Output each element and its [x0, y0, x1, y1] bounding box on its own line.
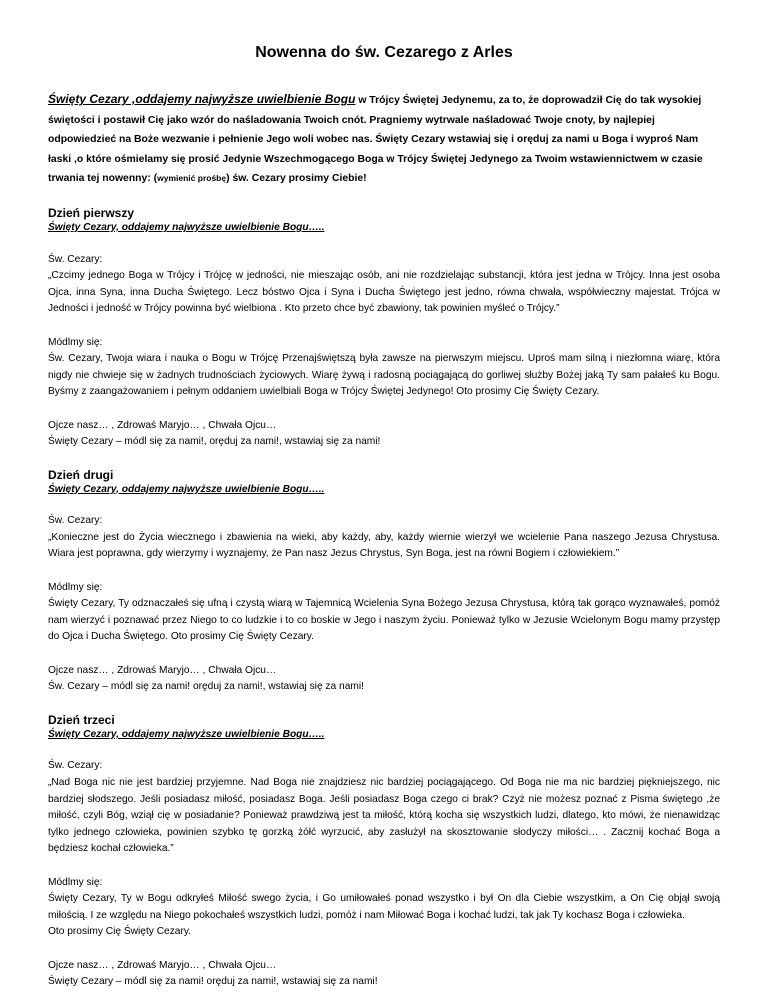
day-section-2 [48, 468, 720, 696]
intro-text: w Trójcy Świętej Jedynemu, za to, że doprowadził Cię do tak wysokiej świętości i postawił Cię jako wzór do naśladowania Twoich cnót. Pragniemy wytrwale naśladować Twoje cnoty, by najlepiej odpowiedzieć na Boże wezwanie i pełnienie Jego woli wobec nas. Święty Cezary wstawiaj się i oręduj za nami u Boga i wyproś Nam łaski ,o które ośmielamy się prosić Jedynie Wszechmogącego Boga w Trójcy Świętej Jedynego za Twoim wstawiennictwem w czasie trwania tej nowenny: ( [48, 95, 703, 185]
intro-closing: ) św. Cezary prosimy Ciebie! [226, 173, 367, 185]
day-heading: Dzień trzeci [48, 712, 115, 727]
closing-prayers: Ojcze nasz… , Zdrowaś Maryjo… , Chwała Ojcu… [48, 664, 277, 676]
intro-paragraph [48, 90, 720, 189]
closing-prayers: Ojcze nasz… , Zdrowaś Maryjo… , Chwała Ojcu… [48, 959, 277, 971]
speaker-label: Św. Cezary: [48, 253, 103, 265]
day-subheading: Święty Cezary, oddajemy najwyższe uwielbienie Bogu….. [48, 728, 325, 740]
intro-lead: Święty Cezary ,oddajemy najwyższe uwielbienie Bogu [48, 92, 356, 106]
invocation: Święty Cezary – módl się za nami! oręduj za nami!, wstawiaj się za nami! [48, 976, 378, 988]
day-subheading: Święty Cezary, oddajemy najwyższe uwielbienie Bogu….. [48, 483, 325, 495]
intro-note: wymienić prośbę [157, 173, 227, 184]
invocation: Św. Cezary – módl się za nami! oręduj za nami!, wstawiaj się za nami! [48, 681, 364, 693]
prayer-text-end: Oto prosimy Cię Święty Cezary. [48, 926, 192, 938]
prayer-text: Święty Cezary, Ty w Bogu odkryłeś Miłość swego życia, i Go umiłowałeś ponad wszystko i był On dla Ciebie wszystkim, a On Cię objął swoją miłością. I ze względu na Niego pokochałeś wszystkich ludzi, pomóż i nam Miłować Boga i kochać ludzi, tak jak Ty kochasz Boga i człowieka. [48, 893, 720, 921]
speaker-label: Św. Cezary: [48, 515, 103, 527]
prayer-label: Módlmy się: [48, 581, 103, 593]
prayer-text: Święty Cezary, Ty odznaczałeś się ufną i czystą wiarą w Tajemnicą Wcielenia Syna Bożego Jezusa Chrystusa, którą tak gorąco wyznawałeś, pomóż nam wierzyć i poznawać przez Niego to co ludzkie i to co boskie w Jego i naszym życiu. Ponieważ tylko w Jezusie Wcielonym Bogu mamy przystęp do Ojca i Ducha Świętego. Oto prosimy Cię Święty Cezary. [48, 598, 720, 643]
invocation: Święty Cezary – módl się za nami!, oręduj za nami!, wstawiaj się za nami! [48, 436, 381, 448]
day-section-3 [48, 713, 720, 991]
day-subheading: Święty Cezary, oddajemy najwyższe uwielbienie Bogu….. [48, 221, 325, 233]
quote-text: „Czcimy jednego Boga w Trójcy i Trójcę w jedności, nie mieszając osób, ani nie rozdzielając substancji, która jest jedna w Trójcy. Inna jest osoba Ojca, inna Syna, inna Ducha Świętego. Lecz bóstwo Ojca i Syna i Ducha Świętego jest jedno, równa chwała, współwieczny majestat. Trójca w Jedności i jedność w Trójcy powinna być wielbiona . Kto przeto chce być zbawiony, tak powinien myśleć o Trójcy.” [48, 270, 720, 315]
day-heading: Dzień pierwszy [48, 205, 135, 220]
day-section-1 [48, 206, 720, 451]
prayer-label: Módlmy się: [48, 876, 103, 888]
prayer-label: Módlmy się: [48, 336, 103, 348]
quote-text: „Konieczne jest do Życia wiecznego i zbawienia na wieki, aby każdy, aby, każdy wiernie wierzył we wcielenie Pana naszego Jezusa Chrystusa. Wiara jest poprawna, gdy wierzymy i wyznajemy, że Pan nasz Jezus Chrystus, Syn Boga, jest na równi Bogiem i człowiekiem.” [48, 531, 720, 560]
quote-text: „Nad Boga nic nie jest bardziej przyjemne. Nad Boga nie znajdziesz nic bardziej pociągającego. Od Boga nie ma nic bardziej piękniejszego, nic bardziej słodszego. Jeśli posiadasz miłość, posiadasz Boga. Jeśli posiadasz Boga czego ci brak? Czyż nie możesz poznać z Pisma świętego ,że miłość, czyli Bóg, wziął cię w posiadanie? Ponieważ prawdziwą jest ta miłość, którą kocha się wszystkich ludzi, dlatego, kto mówi, że nienawidząc tylko jednego człowieka, powinien szybko tę gorzką żółć wyrzucić, aby zasłużył na skosztowanie słodyczy miłości… . Zacznij kochać Boga a będziesz kochał człowieka.” [48, 777, 720, 855]
day-heading: Dzień drugi [48, 467, 114, 482]
closing-prayers: Ojcze nasz… , Zdrowaś Maryjo… , Chwała Ojcu… [48, 419, 277, 431]
document-title: Nowenna do św. Cezarego z Arles [255, 44, 513, 61]
prayer-text: Św. Cezary, Twoja wiara i nauka o Bogu w Trójcę Przenajświętszą była zawsze na pierwszym miejscu. Uproś mam silną i niezłomna wiarę, która nigdy nie chwieje się w żadnych trudnościach życiowych. Wiarę żywą i radosną pociągającą do gorliwej służby Bożej jaką Ty sam pałałeś ku Bogu. Byśmy z zaangażowaniem i pełnym oddaniem uwielbiali Boga w Trójcy Świętej Jedynego! Oto prosimy Cię Święty Cezary. [48, 353, 720, 398]
speaker-label: Św. Cezary: [48, 760, 103, 772]
